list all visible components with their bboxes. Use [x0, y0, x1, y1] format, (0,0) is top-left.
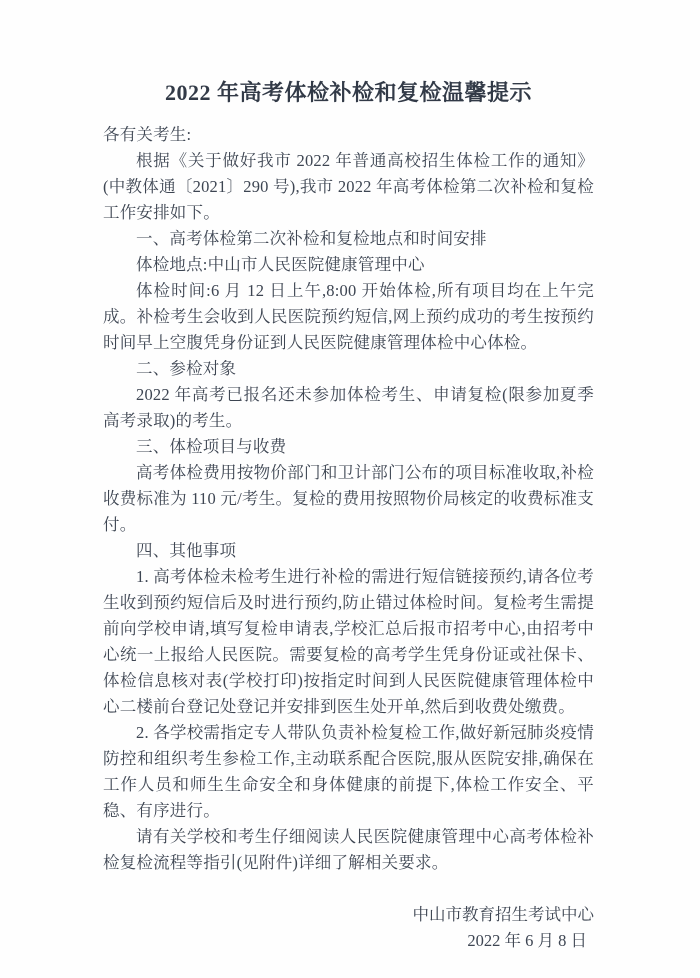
signature-organization: 中山市教育招生考试中心 [412, 905, 594, 924]
exam-time: 体检时间:6 月 12 日上午,8:00 开始体检,所有项目均在上午完成。补检考生会收到人民医院预约短信,网上预约成功的考生按预约时间早上空腹凭身份证到人民医院健康管理体检中心体检。 [103, 281, 594, 352]
exam-location: 体检地点:中山市人民医院健康管理中心 [136, 255, 425, 274]
signature-block [103, 902, 594, 954]
heading-section-4: 四、其他事项 [136, 541, 237, 560]
document-title: 2022 年高考体检补检和复检温馨提示 [164, 80, 532, 105]
paragraph-intro: 根据《关于做好我市 2022 年普通高校招生体检工作的通知》(中教体通〔2021〕290 号),我市 2022 年高考体检第二次补检和复检工作安排如下。 [103, 151, 594, 222]
other-item-2: 2. 各学校需指定专人带队负责补检复检工作,做好新冠肺炎疫情防控和组织考生参检工作,主动联系配合医院,服从医院安排,确保在工作人员和师生生命安全和身体健康的前提下,体检工作安全、平稳、有序进行。 [103, 723, 594, 820]
closing-note: 请有关学校和考生仔细阅读人民医院健康管理中心高考体检补检复检流程等指引(见附件)详细了解相关要求。 [103, 827, 594, 872]
signature-date: 2022 年 6 月 8 日 [467, 931, 587, 950]
document-body [103, 122, 594, 876]
fees-paragraph: 高考体检费用按物价部门和卫计部门公布的项目标准收取,补检收费标准为 110 元/考生。复检的费用按照物价局核定的收费标准支付。 [103, 463, 594, 534]
salutation: 各有关考生: [103, 125, 192, 144]
eligible-candidates: 2022 年高考已报名还未参加体检考生、申请复检(限参加夏季高考录取)的考生。 [103, 385, 594, 430]
heading-section-2: 二、参检对象 [136, 359, 237, 378]
heading-section-1: 一、高考体检第二次补检和复检地点和时间安排 [136, 229, 487, 248]
heading-section-3: 三、体检项目与收费 [136, 437, 287, 456]
other-item-1: 1. 高考体检未检考生进行补检的需进行短信链接预约,请各位考生收到预约短信后及时进行预约,防止错过体检时间。复检考生需提前向学校申请,填写复检申请表,学校汇总后报市招考中心,由招考中心统一上报给人民医院。需要复检的高考学生凭身份证或社保卡、体检信息核对表(学校打印)按指定时间到人民医院健康管理体检中心二楼前台登记处登记并安排到医生处开单,然后到收费处缴费。 [103, 567, 594, 716]
